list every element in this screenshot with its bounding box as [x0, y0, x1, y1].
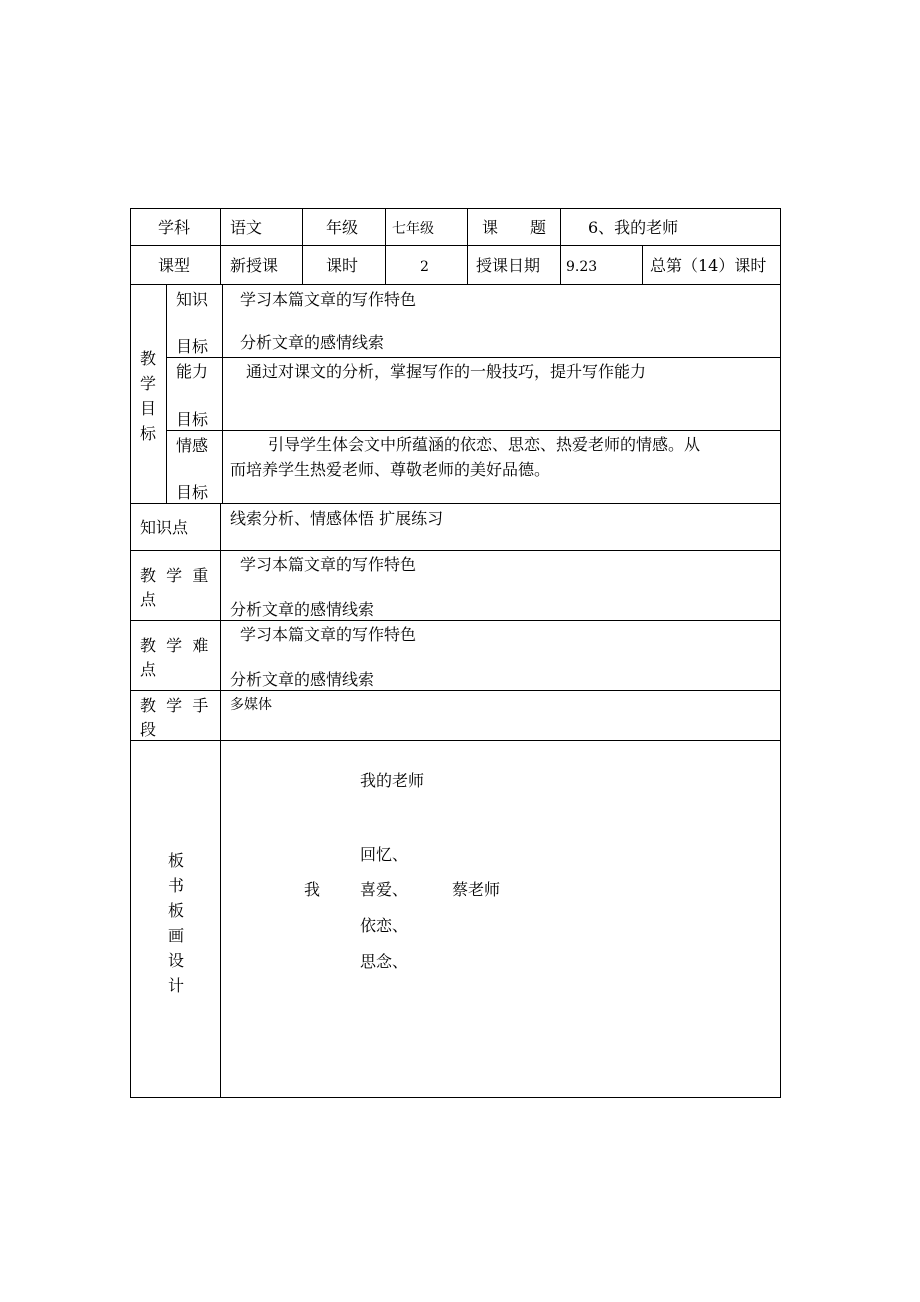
type-value: 新授课 [230, 256, 279, 275]
label-char: 学 [139, 374, 156, 393]
grid-line [302, 208, 303, 285]
methods-value: 多媒体 [230, 697, 272, 713]
methods-label-line1: 教 学 手 [140, 696, 209, 715]
board-teacher: 蔡老师 [452, 880, 501, 899]
grid-line [467, 208, 468, 285]
label-char: 目 [139, 399, 156, 418]
grid-line [166, 357, 781, 358]
grid-line [130, 550, 781, 551]
grid-line [130, 284, 781, 285]
grid-line [222, 284, 223, 504]
grid-line [130, 208, 131, 1098]
ability-goal-label-top: 能力 [176, 362, 209, 381]
ability-goal-label-bottom: 目标 [176, 410, 209, 429]
grade-label: 年级 [326, 218, 359, 237]
knowledge-points-label: 知识点 [140, 518, 189, 537]
board-title: 我的老师 [360, 771, 425, 790]
grid-line [130, 208, 781, 209]
grid-line [130, 245, 781, 246]
difficulties-label-line2: 点 [140, 660, 157, 679]
difficulties-label-line1: 教 学 难 [140, 636, 209, 655]
board-item: 回忆、 [360, 845, 409, 864]
label-char: 板 [167, 901, 184, 920]
board-me: 我 [304, 880, 321, 899]
date-label: 授课日期 [476, 256, 541, 275]
knowledge-goal-label-top: 知识 [176, 290, 209, 309]
knowledge-goal-line1: 学习本篇文章的写作特色 [240, 290, 417, 309]
grid-line [166, 284, 167, 504]
date-value: 9.23 [566, 259, 598, 275]
key-points-line2: 分析文章的感情线索 [230, 600, 375, 619]
key-points-line1: 学习本篇文章的写作特色 [240, 555, 417, 574]
label-char: 板 [167, 851, 184, 870]
hours-value: 2 [420, 259, 429, 275]
grid-line [130, 1097, 781, 1098]
type-label: 课型 [158, 256, 191, 275]
grade-value: 七年级 [392, 221, 434, 237]
methods-label-line2: 段 [140, 720, 157, 739]
period-value: 总第（14）课时 [650, 256, 767, 275]
grid-line [130, 503, 781, 504]
grid-line [780, 208, 781, 1098]
label-char: 教 [139, 349, 156, 368]
board-item: 依恋、 [360, 916, 409, 935]
difficulties-line1: 学习本篇文章的写作特色 [240, 625, 417, 644]
grid-line [130, 740, 781, 741]
ability-goal-line1: 通过对课文的分析，掌握写作的一般技巧，提升写作能力 [246, 362, 647, 381]
label-char: 标 [139, 424, 156, 443]
emotion-goal-label-top: 情感 [176, 436, 209, 455]
topic-value: 6、我的老师 [588, 218, 679, 237]
key-points-label-line2: 点 [140, 590, 157, 609]
grid-line [642, 245, 643, 285]
grid-line [560, 208, 561, 285]
knowledge-goal-label-bottom: 目标 [176, 337, 209, 356]
board-item: 思念、 [360, 952, 409, 971]
emotion-goal-line2: 而培养学生热爱老师、尊敬老师的美好品德。 [230, 460, 551, 479]
emotion-goal-label-bottom: 目标 [176, 483, 209, 502]
knowledge-goal-line2: 分析文章的感情线索 [240, 333, 385, 352]
knowledge-points-value: 线索分析、情感体悟 扩展练习 [230, 509, 444, 528]
label-char: 设 [167, 951, 184, 970]
key-points-label-line1: 教 学 重 [140, 566, 209, 585]
label-char: 画 [167, 926, 184, 945]
subject-value: 语文 [230, 218, 263, 237]
grid-line [220, 503, 221, 1098]
board-section-label [166, 848, 186, 998]
grid-line [220, 208, 221, 285]
label-char: 书 [167, 876, 184, 895]
board-item: 喜爱、 [360, 880, 409, 899]
grid-line [166, 430, 781, 431]
label-char: 计 [167, 976, 184, 995]
emotion-goal-line1: 引导学生体会文中所蕴涵的依恋、思恋、热爱老师的情感。从 [268, 435, 701, 454]
grid-line [130, 690, 781, 691]
grid-line [130, 620, 781, 621]
goals-section-label [138, 346, 158, 446]
topic-label: 课 题 [482, 218, 547, 237]
grid-line [385, 208, 386, 285]
subject-label: 学科 [158, 218, 191, 237]
difficulties-line2: 分析文章的感情线索 [230, 670, 375, 689]
hours-label: 课时 [326, 256, 359, 275]
